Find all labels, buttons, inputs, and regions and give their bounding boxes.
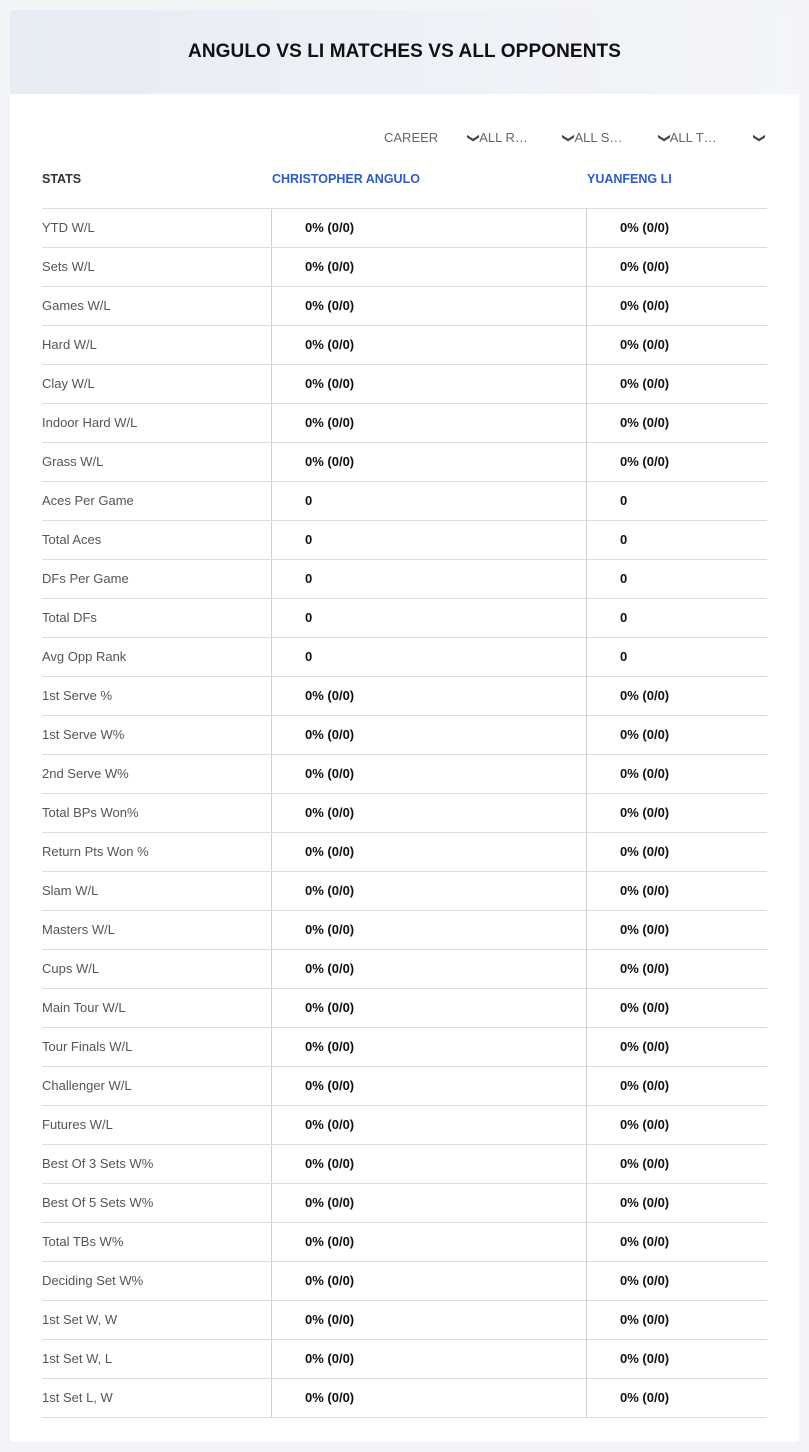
table-row [42, 209, 767, 248]
chevron-down-icon: ❯ [562, 132, 577, 144]
player1-value: 0% (0/0) [271, 1145, 586, 1183]
stat-label: Tour Finals W/L [42, 1039, 133, 1054]
player2-value: 0 [586, 599, 767, 637]
player1-value: 0% (0/0) [271, 1106, 586, 1144]
player2-value: 0% (0/0) [586, 248, 767, 286]
card-header [10, 10, 799, 94]
player2-value: 0% (0/0) [586, 365, 767, 403]
player1-value: 0 [271, 521, 586, 559]
player2-value: 0% (0/0) [586, 1262, 767, 1300]
stat-label: Hard W/L [42, 337, 97, 352]
table-row [42, 365, 767, 404]
table-row [42, 833, 767, 872]
page-title: ANGULO VS LI MATCHES VS ALL OPPONENTS [188, 41, 621, 62]
stat-label: Indoor Hard W/L [42, 415, 138, 430]
filter-bar [384, 128, 765, 148]
player2-value: 0% (0/0) [586, 1340, 767, 1378]
stats-column-header: STATS [42, 172, 82, 186]
stat-label: 1st Set W, W [42, 1312, 118, 1327]
player1-value: 0% (0/0) [271, 1340, 586, 1378]
stat-label: Best Of 3 Sets W% [42, 1156, 154, 1171]
player1-value: 0 [271, 560, 586, 598]
filter-label: CAREER [384, 130, 439, 145]
player1-value: 0% (0/0) [271, 1379, 586, 1417]
stat-label: Main Tour W/L [42, 1000, 126, 1015]
table-row [42, 404, 767, 443]
table-row [42, 872, 767, 911]
table-header [42, 170, 767, 208]
player2-value: 0% (0/0) [586, 872, 767, 910]
table-row [42, 521, 767, 560]
filter-surface-select[interactable] [575, 128, 670, 148]
player2-value: 0% (0/0) [586, 677, 767, 715]
table-row [42, 950, 767, 989]
player1-value: 0% (0/0) [271, 1184, 586, 1222]
player2-value: 0 [586, 521, 767, 559]
player2-value: 0% (0/0) [586, 1223, 767, 1261]
table-row [42, 1379, 767, 1418]
table-row [42, 1223, 767, 1262]
player1-value: 0% (0/0) [271, 950, 586, 988]
table-row [42, 1262, 767, 1301]
filter-label: ALL S… [574, 130, 623, 145]
player1-value: 0% (0/0) [271, 1262, 586, 1300]
stat-label: 1st Set W, L [42, 1351, 113, 1366]
player1-value: 0 [271, 482, 586, 520]
chevron-down-icon: ❯ [657, 132, 672, 144]
table-row [42, 482, 767, 521]
stat-label: Futures W/L [42, 1117, 113, 1132]
player2-value: 0% (0/0) [586, 1184, 767, 1222]
table-row [42, 755, 767, 794]
player1-value: 0 [271, 638, 586, 676]
player2-value: 0% (0/0) [586, 1379, 767, 1417]
player1-value: 0% (0/0) [271, 365, 586, 403]
player1-link[interactable]: CHRISTOPHER ANGULO [272, 172, 420, 186]
player2-value: 0% (0/0) [586, 794, 767, 832]
player1-value: 0% (0/0) [271, 209, 586, 247]
stat-label: Aces Per Game [42, 493, 134, 508]
player1-value: 0% (0/0) [271, 443, 586, 481]
table-row [42, 326, 767, 365]
player2-value: 0% (0/0) [586, 755, 767, 793]
player1-value: 0% (0/0) [271, 911, 586, 949]
table-row [42, 599, 767, 638]
stat-label: Challenger W/L [42, 1078, 132, 1093]
player1-value: 0% (0/0) [271, 404, 586, 442]
table-row [42, 911, 767, 950]
table-row [42, 1184, 767, 1223]
player1-value: 0% (0/0) [271, 872, 586, 910]
stat-label: Sets W/L [42, 259, 95, 274]
stat-label: Masters W/L [42, 922, 115, 937]
player1-value: 0% (0/0) [271, 1067, 586, 1105]
player2-value: 0% (0/0) [586, 326, 767, 364]
player2-link[interactable]: YUANFENG LI [587, 172, 672, 186]
player1-value: 0% (0/0) [271, 794, 586, 832]
table-row [42, 1067, 767, 1106]
stat-label: Avg Opp Rank [42, 649, 127, 664]
player1-value: 0% (0/0) [271, 833, 586, 871]
filter-round-select[interactable] [479, 128, 577, 148]
stat-label: Games W/L [42, 298, 111, 313]
player1-value: 0% (0/0) [271, 1301, 586, 1339]
stat-label: Grass W/L [42, 454, 104, 469]
table-row [42, 248, 767, 287]
player2-value: 0% (0/0) [586, 443, 767, 481]
stat-label: Clay W/L [42, 376, 95, 391]
player1-value: 0% (0/0) [271, 677, 586, 715]
table-row [42, 1028, 767, 1067]
filter-tournament-select[interactable] [670, 128, 765, 148]
player1-value: 0% (0/0) [271, 326, 586, 364]
player2-value: 0% (0/0) [586, 287, 767, 325]
stat-label: Deciding Set W% [42, 1273, 144, 1288]
player2-value: 0% (0/0) [586, 989, 767, 1027]
player1-value: 0 [271, 599, 586, 637]
filter-label: ALL R… [479, 130, 528, 145]
table-row [42, 794, 767, 833]
player2-value: 0% (0/0) [586, 1145, 767, 1183]
player2-value: 0% (0/0) [586, 1301, 767, 1339]
stat-label: Total Aces [42, 532, 102, 547]
chevron-down-icon: ❯ [467, 132, 482, 144]
player2-value: 0% (0/0) [586, 716, 767, 754]
player1-value: 0% (0/0) [271, 287, 586, 325]
stat-label: Slam W/L [42, 883, 99, 898]
table-row [42, 1301, 767, 1340]
player2-value: 0 [586, 638, 767, 676]
player2-value: 0% (0/0) [586, 1106, 767, 1144]
stat-label: Best Of 5 Sets W% [42, 1195, 154, 1210]
table-row [42, 716, 767, 755]
table-row [42, 1106, 767, 1145]
player2-value: 0% (0/0) [586, 1067, 767, 1105]
stat-label: YTD W/L [42, 220, 95, 235]
table-row [42, 677, 767, 716]
player2-value: 0% (0/0) [586, 209, 767, 247]
stat-label: Return Pts Won % [42, 844, 149, 859]
player2-value: 0 [586, 560, 767, 598]
table-row [42, 638, 767, 677]
player1-value: 0% (0/0) [271, 989, 586, 1027]
table-row [42, 287, 767, 326]
player1-value: 0% (0/0) [271, 716, 586, 754]
player2-value: 0 [586, 482, 767, 520]
table-row [42, 443, 767, 482]
table-row [42, 989, 767, 1028]
stat-label: 1st Serve W% [42, 727, 125, 742]
player2-value: 0% (0/0) [586, 833, 767, 871]
player1-value: 0% (0/0) [271, 1223, 586, 1261]
player1-value: 0% (0/0) [271, 1028, 586, 1066]
filter-label: ALL T… [669, 130, 717, 145]
table-row [42, 560, 767, 599]
table-row [42, 1340, 767, 1379]
stat-label: 1st Serve % [42, 688, 113, 703]
stat-label: Total DFs [42, 610, 97, 625]
filter-period-select[interactable] [384, 128, 482, 148]
player2-value: 0% (0/0) [586, 950, 767, 988]
stat-label: 1st Set L, W [42, 1390, 113, 1405]
player2-value: 0% (0/0) [586, 404, 767, 442]
player1-value: 0% (0/0) [271, 248, 586, 286]
stat-label: Cups W/L [42, 961, 100, 976]
player2-value: 0% (0/0) [586, 1028, 767, 1066]
stats-card [10, 10, 799, 1442]
table-row [42, 1145, 767, 1184]
stat-label: Total TBs W% [42, 1234, 124, 1249]
player1-value: 0% (0/0) [271, 755, 586, 793]
stat-label: DFs Per Game [42, 571, 129, 586]
stat-label: 2nd Serve W% [42, 766, 129, 781]
stat-label: Total BPs Won% [42, 805, 139, 820]
chevron-down-icon: ❯ [752, 132, 767, 144]
stats-table-body [42, 208, 767, 1418]
player2-value: 0% (0/0) [586, 911, 767, 949]
